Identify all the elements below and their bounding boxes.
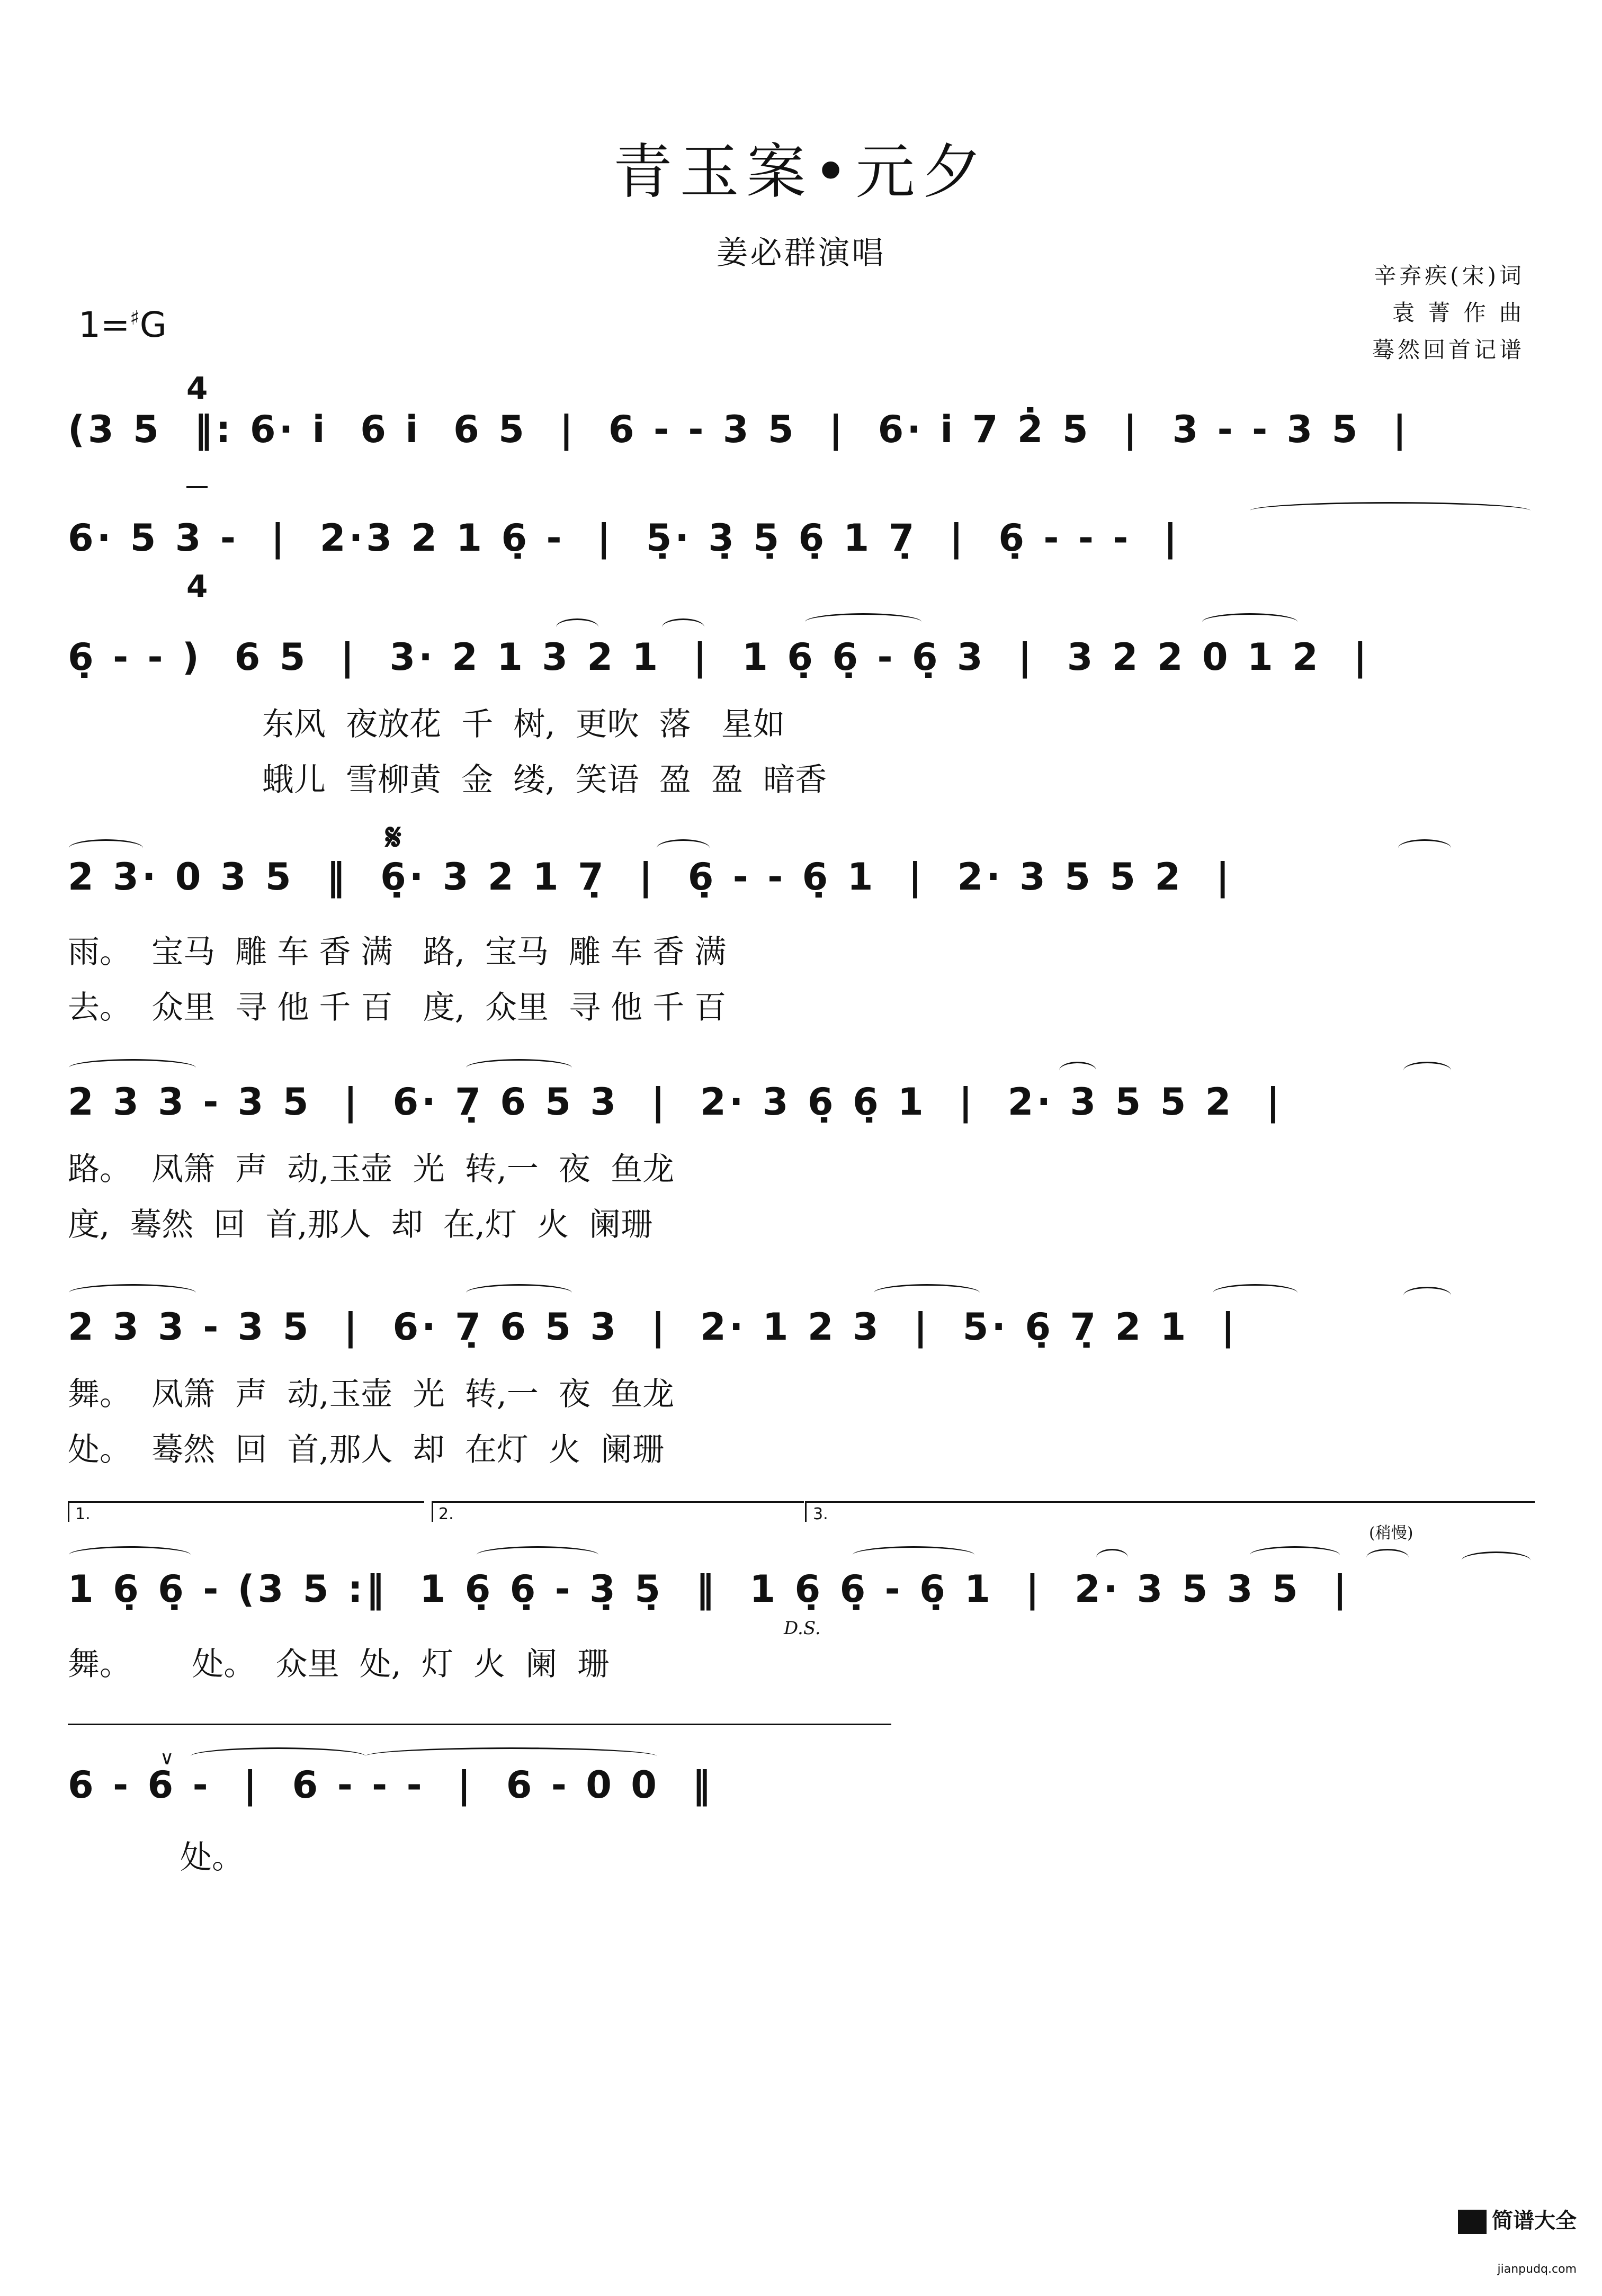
tie-arc: [1462, 1551, 1531, 1569]
volta-bracket-3: [805, 1501, 1535, 1522]
slur-arc: [1202, 613, 1297, 631]
staff-row-2: 6· 5 3 - | 2·3 2 1 6̣ - | 5̣· 3̣ 5̣ 6̣ 1 7̣ | 6̣ - - - |: [68, 516, 1180, 560]
tie-line: [68, 1724, 891, 1725]
slur-arc: [1403, 1287, 1451, 1304]
staff-row-7: 1 6̣ 6̣ - (3 5 :‖ 1 6̣ 6̣ - 3̣ 5̣ ‖ 1 6̣ 6̣ - 6̣ 1 | 2· 3 5 3 5 |: [68, 1567, 1350, 1611]
slur-arc: [805, 613, 921, 631]
logo-url: jianpudq.com: [1497, 2263, 1577, 2276]
lyric-line-2: 处。 蓦然 回 首,那人 却 在灯 火 阑珊: [68, 1431, 665, 1468]
lyric-line-1: 东风 夜放花 千 树, 更吹 落 星如: [262, 706, 785, 743]
time-sig-line: [186, 486, 208, 488]
tempo-marking: (稍慢): [1369, 1524, 1413, 1542]
volta-number-2: 2.: [438, 1505, 454, 1523]
composer-credit: 袁 菁 作 曲: [1392, 300, 1525, 326]
volta-bracket-1: [68, 1501, 424, 1522]
lyric-line-1: 路。 凤箫 声 动,玉壶 光 转,一 夜 鱼龙: [68, 1151, 675, 1188]
lyric-line-2: 去。 众里 寻 他 千 百 度, 众里 寻 他 千 百: [68, 989, 727, 1026]
slur-arc: [1213, 1284, 1297, 1302]
staff-row-5: 2 3 3 - 3 5 | 6· 7̣ 6 5 3 | 2· 3 6̣ 6̣ 1 | 2· 3 5 5 2 |: [68, 1080, 1283, 1124]
logo-name: 简谱大全: [1492, 2209, 1577, 2233]
tie-arc: [191, 1747, 365, 1765]
slur-arc: [69, 1059, 196, 1077]
lyric-line-2: 蛾儿 雪柳黄 金 缕, 笑语 盈 盈 暗香: [262, 761, 827, 799]
segno-icon: 𝄋: [386, 815, 402, 859]
logo-icon: [1458, 2210, 1487, 2234]
slur-arc: [466, 1059, 572, 1077]
key-note: G: [139, 304, 167, 345]
lyric-line-1: 雨。 宝马 雕 车 香 满 路, 宝马 雕 车 香 满: [68, 934, 727, 971]
slur-arc: [69, 839, 143, 857]
lyricist-credit: 辛弃疾(宋)词: [1374, 263, 1525, 289]
lyric-line-1: 处。: [180, 1839, 244, 1876]
staff-row-4: 2 3· 0 3 5 ‖ 6̣· 3 2 1 7̣ | 6̣ - - 6̣ 1 | 2· 3 5 5 2 |: [68, 855, 1233, 899]
slur-arc: [1250, 1546, 1340, 1564]
slur-arc: [874, 1284, 980, 1302]
site-logo: [1443, 2189, 1577, 2280]
tie-arc: [1250, 502, 1531, 519]
slur-arc: [1096, 1549, 1128, 1566]
ds-marking: D.S.: [784, 1618, 821, 1639]
slur-arc: [477, 1546, 598, 1564]
breath-mark-icon: ∨: [160, 1747, 174, 1769]
score-title: 青玉案•元夕: [613, 138, 989, 207]
slur-arc: [556, 618, 598, 636]
volta-bracket-2: [432, 1501, 804, 1522]
time-signature: [186, 290, 208, 645]
volta-number-1: 1.: [75, 1505, 91, 1523]
slur-arc: [1403, 1062, 1451, 1079]
slur-arc: [853, 1546, 974, 1564]
slur-arc: [69, 1546, 191, 1564]
slur-arc: [1059, 1062, 1096, 1079]
lyric-line-2: 度, 蓦然 回 首,那人 却 在,灯 火 阑珊: [68, 1206, 653, 1243]
slur-arc: [662, 618, 704, 636]
key-prefix: 1=: [78, 304, 130, 345]
time-sig-bottom: 4: [186, 568, 208, 604]
lyric-line-1: 舞。 凤箫 声 动,玉壶 光 转,一 夜 鱼龙: [68, 1376, 675, 1413]
slur-arc: [657, 839, 710, 857]
slur-arc: [69, 1284, 196, 1302]
transcriber-credit: 蓦然回首记谱: [1372, 337, 1525, 363]
slur-arc: [1366, 1549, 1409, 1566]
staff-row-6: 2 3 3 - 3 5 | 6· 7̣ 6 5 3 | 2· 1 2 3 | 5· 6̣ 7̣ 2 1 |: [68, 1305, 1238, 1349]
slur-arc: [1398, 839, 1451, 857]
staff-row-1: (3 5 ‖: 6· i̇ 6 i̇ 6 5 | 6 - - 3 5 | 6· i̇ 7 2̇ 5 | 3 - - 3 5 |: [68, 408, 1410, 451]
staff-row-3: 6̣ - - ) 6 5 | 3· 2 1 3 2 1 | 1 6̣ 6̣ - 6̣ 3 | 3 2 2 0 1 2 |: [68, 635, 1371, 679]
singer-credit: 姜必群演唱: [716, 235, 886, 272]
staff-row-8: 6 - 6 - | 6 - - - | 6 - 0 0 ‖: [68, 1763, 714, 1807]
slur-arc: [466, 1284, 572, 1302]
volta-number-3: 3.: [813, 1505, 828, 1523]
tie-arc: [365, 1747, 657, 1765]
key-signature: [78, 304, 167, 345]
time-sig-top: 4: [186, 370, 208, 406]
lyric-line-1: 舞。 处。 众里 处, 灯 火 阑 珊: [68, 1646, 610, 1683]
sharp-icon: ♯: [130, 306, 140, 329]
